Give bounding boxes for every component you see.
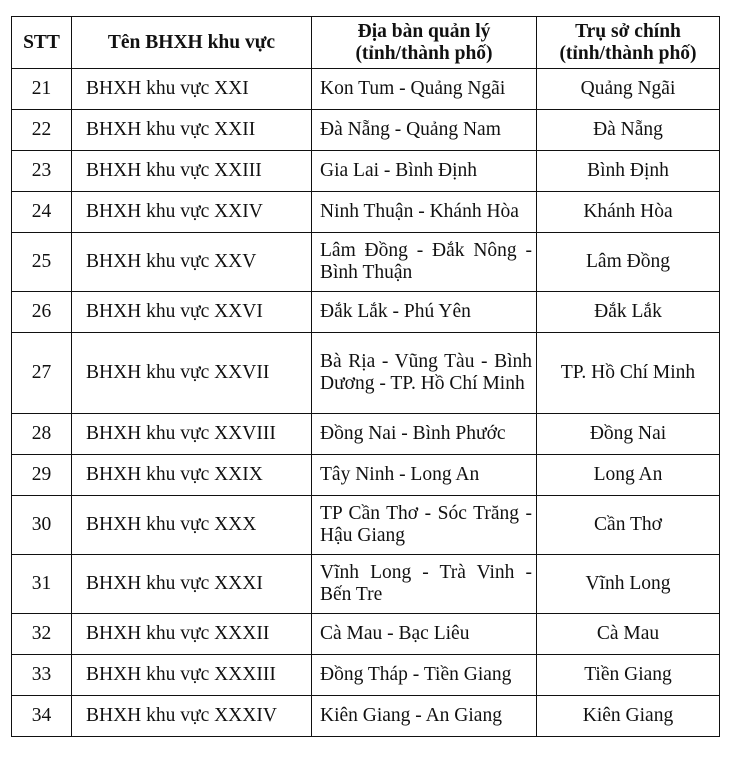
cell-name: BHXH khu vực XXVI [72,292,312,333]
cell-area: Gia Lai - Bình Định [312,151,537,192]
cell-area: Kiên Giang - An Giang [312,696,537,737]
cell-hq: Cần Thơ [537,496,720,555]
header-area [312,17,537,69]
cell-stt: 24 [12,192,72,233]
cell-area: Vĩnh Long - Trà Vinh - Bến Tre [312,555,537,614]
cell-stt: 28 [12,414,72,455]
cell-stt: 34 [12,696,72,737]
table-row [12,696,720,737]
cell-area: Đồng Tháp - Tiền Giang [312,655,537,696]
table-row [12,655,720,696]
table-row [12,192,720,233]
cell-stt: 27 [12,333,72,414]
cell-stt: 25 [12,233,72,292]
cell-name: BHXH khu vực XXXIV [72,696,312,737]
table-row [12,555,720,614]
table-row [12,496,720,555]
table-row [12,414,720,455]
cell-name: BHXH khu vực XXXII [72,614,312,655]
cell-stt: 32 [12,614,72,655]
cell-stt: 29 [12,455,72,496]
cell-area: Bà Rịa - Vũng Tàu - Bình Dương - TP. Hồ Chí Minh [312,333,537,414]
cell-area: Đà Nẵng - Quảng Nam [312,110,537,151]
cell-stt: 31 [12,555,72,614]
cell-stt: 26 [12,292,72,333]
cell-area: Cà Mau - Bạc Liêu [312,614,537,655]
table-row [12,333,720,414]
cell-hq: TP. Hồ Chí Minh [537,333,720,414]
table-row [12,233,720,292]
cell-stt: 33 [12,655,72,696]
cell-hq: Đồng Nai [537,414,720,455]
header-area-line1: Địa bàn quản lý [357,20,491,42]
table-row [12,151,720,192]
cell-name: BHXH khu vực XXII [72,110,312,151]
cell-hq: Vĩnh Long [537,555,720,614]
cell-name: BHXH khu vực XXIII [72,151,312,192]
cell-area: Ninh Thuận - Khánh Hòa [312,192,537,233]
cell-stt: 22 [12,110,72,151]
table-row [12,292,720,333]
cell-area: Tây Ninh - Long An [312,455,537,496]
table-row [12,69,720,110]
cell-stt: 30 [12,496,72,555]
cell-stt: 21 [12,69,72,110]
cell-name: BHXH khu vực XXXI [72,555,312,614]
cell-name: BHXH khu vực XXIV [72,192,312,233]
cell-area: Lâm Đồng - Đắk Nông - Bình Thuận [312,233,537,292]
cell-hq: Bình Định [537,151,720,192]
cell-stt: 23 [12,151,72,192]
header-hq-line1: Trụ sở chính [575,20,681,42]
header-hq-line2: (tỉnh/thành phố) [559,42,697,64]
table-header-row [12,17,720,69]
cell-hq: Đà Nẵng [537,110,720,151]
cell-area: TP Cần Thơ - Sóc Trăng - Hậu Giang [312,496,537,555]
cell-name: BHXH khu vực XXVII [72,333,312,414]
header-area-line2: (tỉnh/thành phố) [355,42,493,64]
table-row [12,614,720,655]
cell-area: Đắk Lắk - Phú Yên [312,292,537,333]
cell-hq: Cà Mau [537,614,720,655]
cell-name: BHXH khu vực XXIX [72,455,312,496]
cell-name: BHXH khu vực XXI [72,69,312,110]
cell-hq: Khánh Hòa [537,192,720,233]
header-name: Tên BHXH khu vực [72,17,312,69]
cell-name: BHXH khu vực XXXIII [72,655,312,696]
cell-hq: Quảng Ngãi [537,69,720,110]
cell-area: Kon Tum - Quảng Ngãi [312,69,537,110]
cell-hq: Lâm Đồng [537,233,720,292]
cell-name: BHXH khu vực XXX [72,496,312,555]
cell-name: BHXH khu vực XXVIII [72,414,312,455]
bhxh-region-table [11,16,720,737]
cell-hq: Kiên Giang [537,696,720,737]
table-row [12,455,720,496]
cell-hq: Tiền Giang [537,655,720,696]
cell-hq: Long An [537,455,720,496]
cell-area: Đồng Nai - Bình Phước [312,414,537,455]
header-hq [537,17,720,69]
cell-hq: Đắk Lắk [537,292,720,333]
header-stt: STT [12,17,72,69]
cell-name: BHXH khu vực XXV [72,233,312,292]
table-row [12,110,720,151]
